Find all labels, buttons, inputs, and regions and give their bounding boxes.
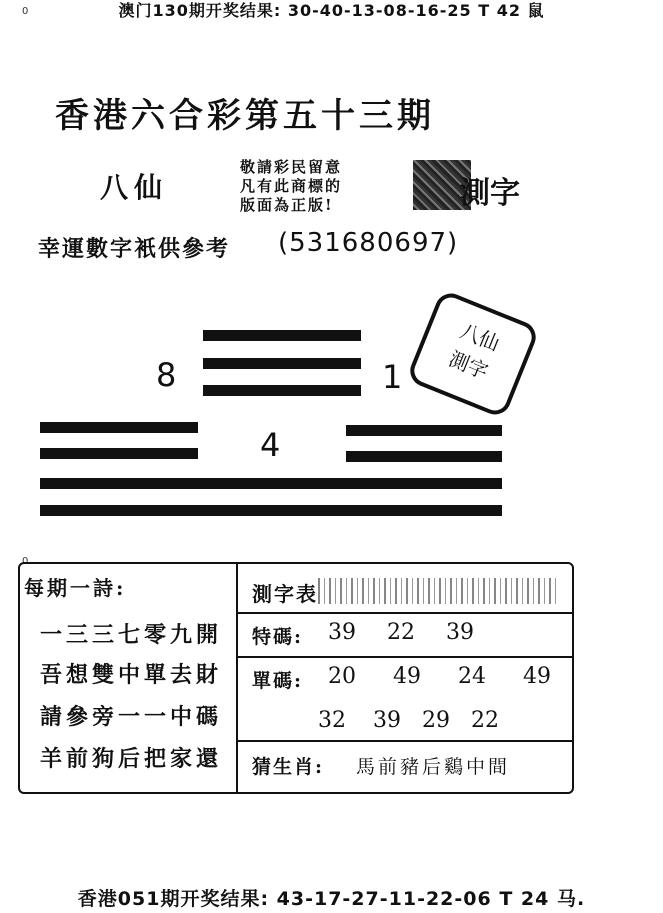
trigram-top-bar-3 — [203, 385, 361, 396]
panel-divider — [236, 562, 238, 792]
poem-line: 羊前狗后把家還 — [40, 746, 223, 772]
panel-corner-mark: 0 — [22, 556, 29, 567]
notice-line-3: 版面為正版! — [240, 196, 334, 214]
scan-artifact — [318, 578, 560, 604]
table-rule-3 — [238, 740, 572, 742]
single-value: 49 — [393, 664, 421, 689]
authenticity-notice — [240, 158, 342, 215]
poem-line: 吾想雙中單去財 — [40, 662, 223, 688]
table-header: 測字表 — [252, 582, 318, 606]
single-value: 20 — [328, 664, 356, 689]
lucky-numbers: (531680697) — [278, 228, 459, 258]
corner-mark: 0 — [22, 6, 29, 17]
poem-line: 一三三七零九開 — [40, 622, 223, 648]
zodiac-hint: 馬前豬后鷄中間 — [356, 756, 511, 778]
brand-stamp — [406, 289, 541, 420]
special-value: 39 — [328, 620, 356, 645]
notice-line-2: 凡有此商標的 — [240, 177, 343, 195]
special-value: 22 — [387, 620, 415, 645]
single-value: 29 — [422, 708, 450, 733]
brand-name: 八仙 — [100, 171, 169, 204]
trigram-top-bar-2 — [203, 358, 361, 369]
poem-line: 請參旁一一中碼 — [40, 704, 223, 730]
single-value: 39 — [373, 708, 401, 733]
stamp-line-2: 測字 — [445, 346, 492, 384]
base-bar-2 — [40, 505, 502, 516]
trigram-top-bar-1 — [203, 330, 361, 341]
special-code-values — [328, 620, 498, 645]
lucky-numbers-label: 幸運數字衹供參考 — [38, 236, 231, 262]
logo-text: 測字 — [460, 176, 520, 211]
notice-line-1: 敬請彩民留意 — [240, 158, 343, 176]
single-code-label: 單碼: — [252, 670, 304, 692]
page-title: 香港六合彩第五十三期 — [55, 96, 435, 136]
stamp-line-1: 八仙 — [456, 318, 503, 356]
single-value: 49 — [523, 664, 551, 689]
single-code-values-row-2 — [318, 708, 523, 733]
trigram-right-bar-2 — [346, 451, 502, 462]
single-value: 32 — [318, 708, 346, 733]
trigram-right-bar-1 — [346, 425, 502, 436]
poem-title: 每期一詩: — [24, 576, 127, 600]
special-value: 39 — [446, 620, 474, 645]
single-code-values-row-1 — [328, 664, 575, 689]
hexagram-right-number: 1 — [382, 358, 403, 396]
table-rule-2 — [238, 656, 572, 658]
hongkong-result-banner: 香港051期开奖结果: 43-17-27-11-22-06 T 24 马. — [77, 888, 586, 910]
hexagram-left-number: 8 — [156, 356, 177, 394]
hexagram-center-number: 4 — [260, 426, 281, 464]
single-value: 24 — [458, 664, 486, 689]
zodiac-label: 猜生肖: — [252, 756, 325, 778]
macau-result-banner: 澳门130期开奖结果: 30-40-13-08-16-25 T 42 鼠 — [118, 1, 545, 20]
single-value: 22 — [471, 708, 499, 733]
trigram-left-bar-2 — [40, 448, 198, 459]
table-rule-1 — [238, 612, 572, 614]
special-code-label: 特碼: — [252, 626, 304, 648]
base-bar-1 — [40, 478, 502, 489]
trigram-left-bar-1 — [40, 422, 198, 433]
